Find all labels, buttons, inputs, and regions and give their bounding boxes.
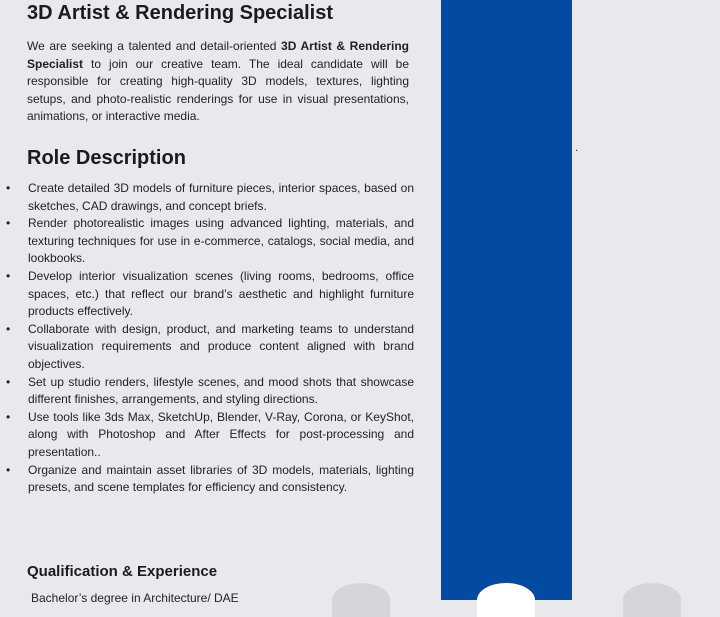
bullet-icon: • [6, 321, 11, 336]
duty-text: Organize and maintain asset libraries of 3D models, materials, lighting presets, and scene templates for efficiency and consistency. [28, 462, 414, 495]
list-item [0, 180, 414, 215]
list-item [0, 268, 414, 321]
bullet-icon: • [6, 374, 11, 389]
bullet-icon: • [6, 462, 11, 477]
list-item [0, 215, 414, 268]
duty-text: Set up studio renders, lifestyle scenes, and mood shots that showcase different finishes, arrangements, and styling directions. [28, 374, 414, 407]
qualification-item: Bachelor’s degree in Architecture/ DAE [31, 591, 239, 605]
job-intro-paragraph [27, 38, 409, 126]
intro-text-start: We are seeking a talented and detail-oriented [27, 39, 282, 53]
page-indicator-right[interactable] [623, 583, 681, 617]
role-duties-list [0, 180, 414, 497]
blue-side-panel [441, 0, 572, 600]
page-indicator-center[interactable] [477, 583, 535, 617]
bullet-icon: • [6, 268, 11, 283]
duty-text: Use tools like 3ds Max, SketchUp, Blender, V-Ray, Corona, or KeyShot, along with Photoshop and After Effects for post-processing and presentation.. [28, 409, 414, 459]
job-title: 3D Artist & Rendering Specialist [27, 2, 333, 24]
duty-text: Create detailed 3D models of furniture pieces, interior spaces, based on sketches, CAD drawings, and concept briefs. [28, 181, 414, 213]
duty-text: Develop interior visualization scenes (living rooms, bedrooms, office spaces, etc.) that reflect our brand’s aesthetic and highlight furniture products effectively. [28, 268, 414, 319]
list-item [0, 321, 414, 374]
list-item [0, 409, 414, 462]
duty-text: Render photorealistic images using advanced lighting, materials, and texturing techniques for use in e-commerce, catalogs, social media, and lookbooks. [28, 216, 414, 266]
list-item [0, 374, 414, 409]
page-indicator-left[interactable] [332, 583, 390, 617]
bullet-icon: • [6, 181, 11, 195]
bullet-icon: • [6, 409, 11, 424]
qualification-heading: Qualification & Experience [27, 563, 218, 580]
list-item [0, 462, 414, 497]
role-description-heading: Role Description [27, 147, 186, 169]
intro-role-name: 3D Artist & Rendering Specialist [27, 39, 409, 71]
duty-text: Collaborate with design, product, and marketing teams to understand visualization requirements and produce content aligned with brand objectives. [28, 321, 414, 371]
dot-marker: . [575, 140, 579, 154]
intro-text-end: to join our creative team. The ideal candidate will be responsible for creating high-quality 3D models, textures, lighting setups, and photo-realistic renderings for use in visual presentations, animations, or interactive media. [27, 56, 409, 124]
bullet-icon: • [6, 216, 11, 231]
